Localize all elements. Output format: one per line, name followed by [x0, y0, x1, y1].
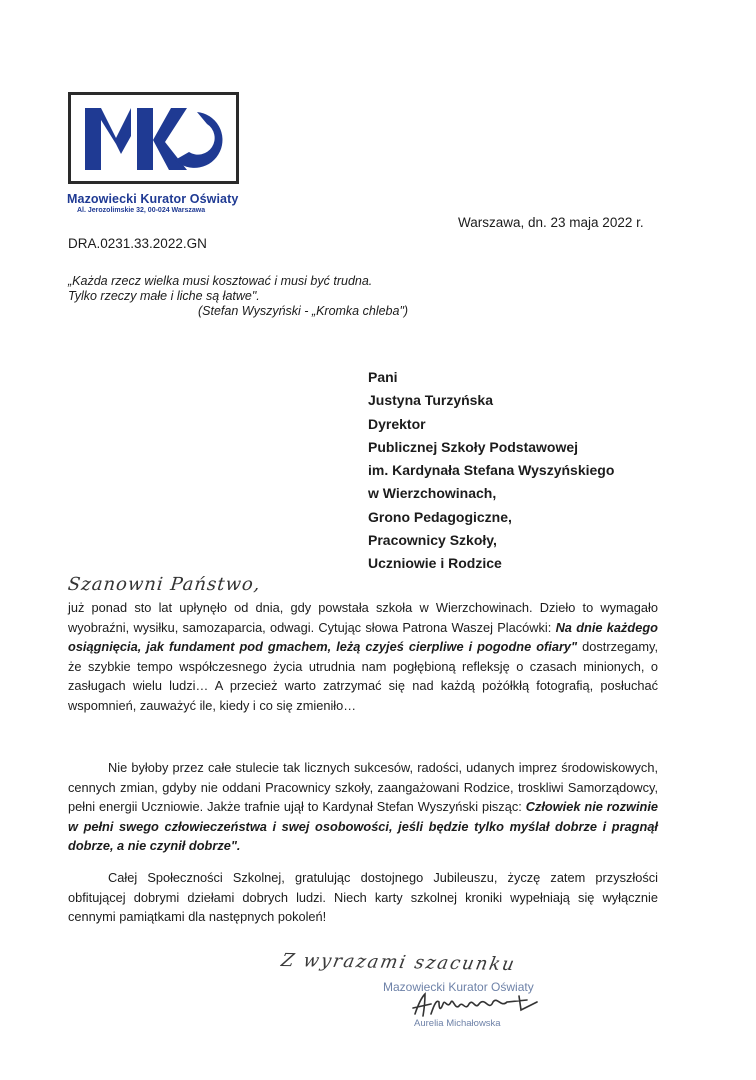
recipient-line: Uczniowie i Rodzice [368, 555, 502, 572]
body-text: Nie byłoby przez całe stulecie tak licznych sukcesów, radości, udanych imprez środowiskowych, cennych zmian, gdyby nie oddani Pracownicy szkoły, zaangażowani Rodzice, troskliwi Samorządowcy, pełni energii Uczniowie. Jakże trafnie ujął to Kardynał Stefan Wyszyński pisząc: [68, 760, 658, 815]
signer-name-stamp: Aurelia Michałowska [414, 1018, 501, 1029]
cardinal-quote: Człowiek nie rozwinie w pełni swego człowieczeństwa i swej osobowości, jeśli będzie tylko myślał dobrze i pragnął dobrze, a nie czynił dobrze". [68, 799, 659, 854]
reference-number: DRA.0231.33.2022.GN [68, 236, 207, 251]
body-text: już ponad sto lat upłynęło od dnia, gdy powstała szkoła w Wierzchowinach. Dzieło to wymagało wyobraźni, wysiłku, samozaparcia, odwagi. Cytując słowa Patrona Waszej Placówki: [68, 600, 658, 635]
motto-line: „Każda rzecz wielka musi kosztować i musi być trudna. [68, 274, 373, 288]
recipient-block [368, 366, 614, 576]
handwritten-closing: Z wyrazami szacunku [279, 949, 518, 976]
recipient-line: im. Kardynała Stefana Wyszyńskiego [368, 462, 615, 479]
body-text: dostrzegamy, że szybkie tempo współczesnego życia utrudnia nam pogłębioną refleksję o czasach minionych, o zasługach wielu ludzi… A przecież warto zatrzymać się nad każdą pożółkłą fotografią, posłuchać wspomnień, zauważyć ile, kiedy i co się zmieniło… [68, 639, 658, 713]
recipient-line: Justyna Turzyńska [368, 392, 494, 409]
patron-quote: Na dnie każdego osiągnięcia, jak fundament pod gmachem, leżą czyjeś cierpliwe i pogodne ofiary" [68, 619, 658, 655]
body-paragraph-2 [68, 758, 658, 856]
mko-logo [68, 92, 239, 184]
body-paragraph-1 [68, 598, 658, 716]
signer-title-stamp: Mazowiecki Kurator Oświaty [383, 980, 534, 994]
mko-logo-mark [79, 102, 229, 174]
org-name: Mazowiecki Kurator Oświaty [67, 192, 239, 206]
motto-attribution: (Stefan Wyszyński - „Kromka chleba") [198, 304, 409, 318]
motto-line: Tylko rzeczy małe i liche są łatwe". [68, 289, 260, 303]
recipient-line: Publicznej Szkoły Podstawowej [368, 438, 579, 455]
body-paragraph-3: Całej Społeczności Szkolnej, gratulując dostojnego Jubileuszu, życzę zatem przyszłości obfitującej dobrymi dziełami dobrych ludzi. Niech karty szkolnej kroniki wypełniają się wyłącznie cennymi pamiątkami dla następnych pokoleń! [68, 870, 658, 925]
handwritten-salutation: Szanowni Państwo, [66, 574, 262, 595]
recipient-line: w Wierzchowinach, [368, 485, 497, 502]
recipient-line: Pani [368, 369, 398, 385]
motto-quote [68, 274, 408, 319]
recipient-line: Pracownicy Szkoły, [368, 532, 497, 549]
recipient-line: Grono Pedagogiczne, [368, 508, 512, 525]
org-address: Al. Jerozolimskie 32, 00-024 Warszawa [77, 207, 206, 214]
recipient-line: Dyrektor [368, 415, 426, 432]
place-date: Warszawa, dn. 23 maja 2022 r. [458, 215, 644, 230]
